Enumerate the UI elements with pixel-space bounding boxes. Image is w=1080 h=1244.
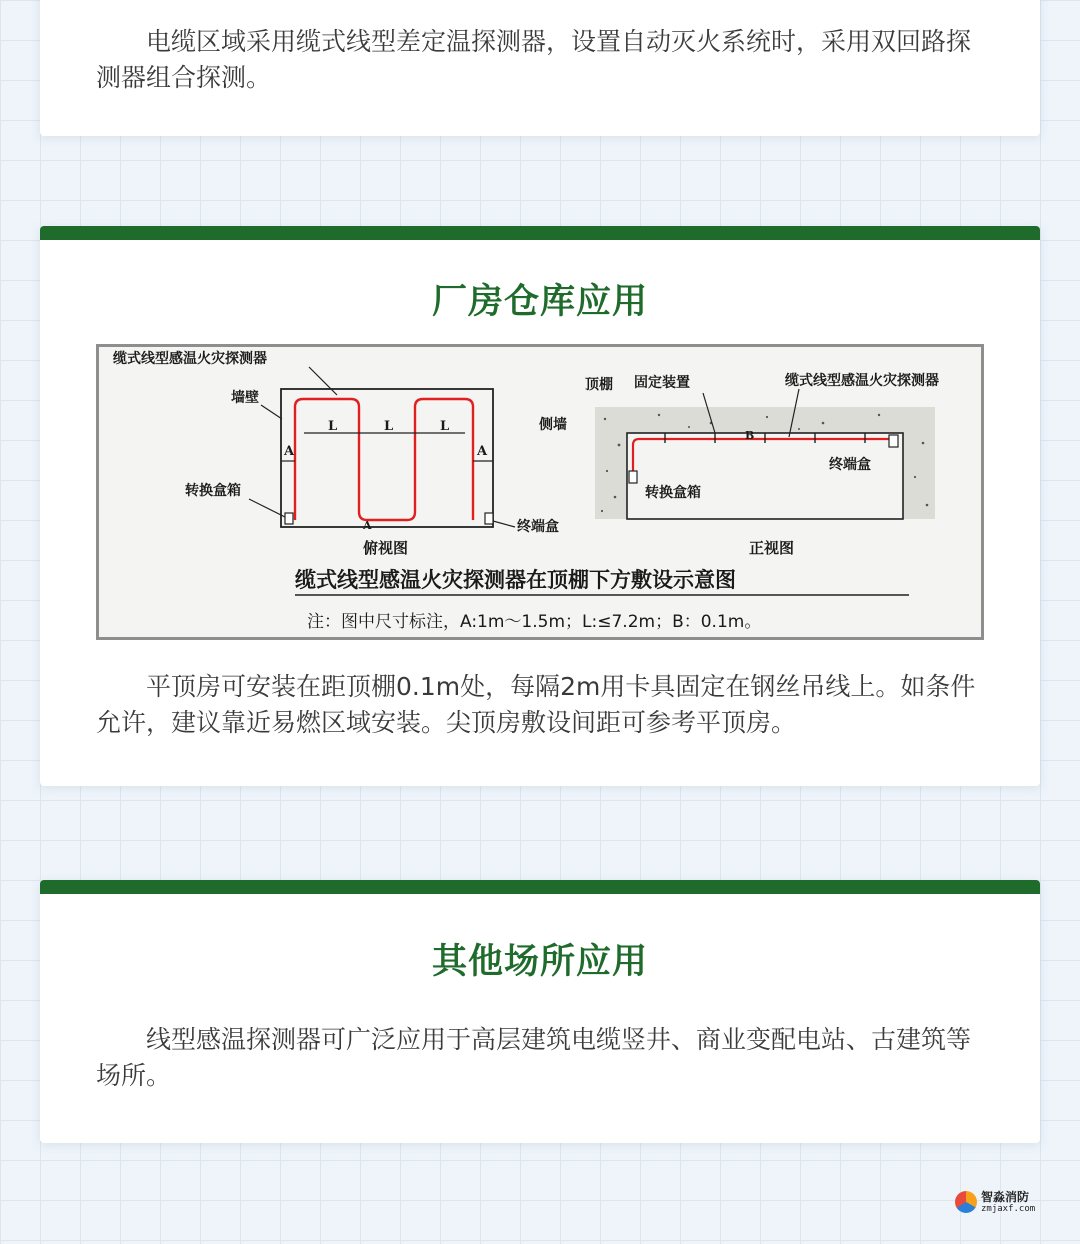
right-transfer-box <box>629 471 637 483</box>
top-view-label: 俯视图 <box>363 539 409 557</box>
other-places-heading: 其他场所应用 <box>431 942 648 982</box>
left-end-box-label: 终端盒 <box>517 519 559 535</box>
other-places-card <box>40 880 1040 1143</box>
cable-area-paragraph: 电缆区域采用缆式线型差定温探测器，设置自动灭火系统时，采用双回路探测器组合探测。 <box>96 27 972 92</box>
diagram-caption: 缆式线型感温火灾探测器在顶棚下方敷设示意图 <box>295 567 736 592</box>
right-end-box <box>889 435 898 447</box>
front-view-label: 正视图 <box>749 539 795 557</box>
dim-l-1: L <box>328 419 338 434</box>
installation-diagram-svg <box>99 347 981 637</box>
right-end-box-label: 终端盒 <box>829 457 871 473</box>
transfer-box-leader <box>249 499 285 517</box>
cable-serpentine-path <box>295 399 473 520</box>
dim-a-right: A <box>477 444 488 459</box>
factory-warehouse-paragraph: 平顶房可安装在距顶棚0.1m处，每隔2m用卡具固定在钢丝吊线上。如条件允许，建议靠近易燃区域安装。尖顶房敷设间距可参考平顶房。 <box>96 672 976 737</box>
watermark-logo <box>955 1188 1045 1220</box>
left-diagram-title: 缆式线型感温火灾探测器 <box>113 351 267 367</box>
other-places-paragraph: 线型感温探测器可广泛应用于高层建筑电缆竖井、商业变配电站、古建筑等场所。 <box>96 1025 972 1090</box>
factory-warehouse-heading: 厂房仓库应用 <box>431 282 648 322</box>
side-wall-label: 侧墙 <box>539 417 567 433</box>
left-transfer-box <box>285 513 293 524</box>
dim-l-3: L <box>440 419 450 434</box>
factory-warehouse-card <box>40 226 1040 786</box>
fixture-label: 固定装置 <box>634 375 690 391</box>
room-interior <box>627 433 903 519</box>
wall-label: 墙壁 <box>231 390 259 406</box>
dim-b: B <box>745 429 755 442</box>
left-end-box <box>485 513 493 524</box>
logo-badge-icon <box>955 1191 977 1213</box>
watermark-url: zmjaxf.com <box>981 1204 1036 1214</box>
right-diagram-title: 缆式线型感温火灾探测器 <box>785 373 939 389</box>
room-outline <box>281 389 493 527</box>
section-header-bar <box>40 226 1040 240</box>
left-title-leader <box>309 367 337 395</box>
dim-l-2: L <box>384 419 394 434</box>
diagram-note: 注：图中尺寸标注，A:1m～1.5m；L:≤7.2m；B：0.1m。 <box>307 612 762 632</box>
installation-diagram <box>96 344 984 640</box>
cable-area-card <box>40 0 1040 136</box>
watermark-name: 智淼消防 <box>981 1190 1030 1204</box>
left-transfer-box-label: 转换盒箱 <box>185 483 241 499</box>
section-header-bar <box>40 880 1040 894</box>
end-box-leader <box>493 521 515 527</box>
wall-leader <box>261 405 282 419</box>
right-transfer-box-label: 转换盒箱 <box>645 485 701 501</box>
dim-a-bottom: A <box>363 519 372 532</box>
ceiling-label: 顶棚 <box>585 377 613 393</box>
dim-a-left: A <box>284 444 295 459</box>
